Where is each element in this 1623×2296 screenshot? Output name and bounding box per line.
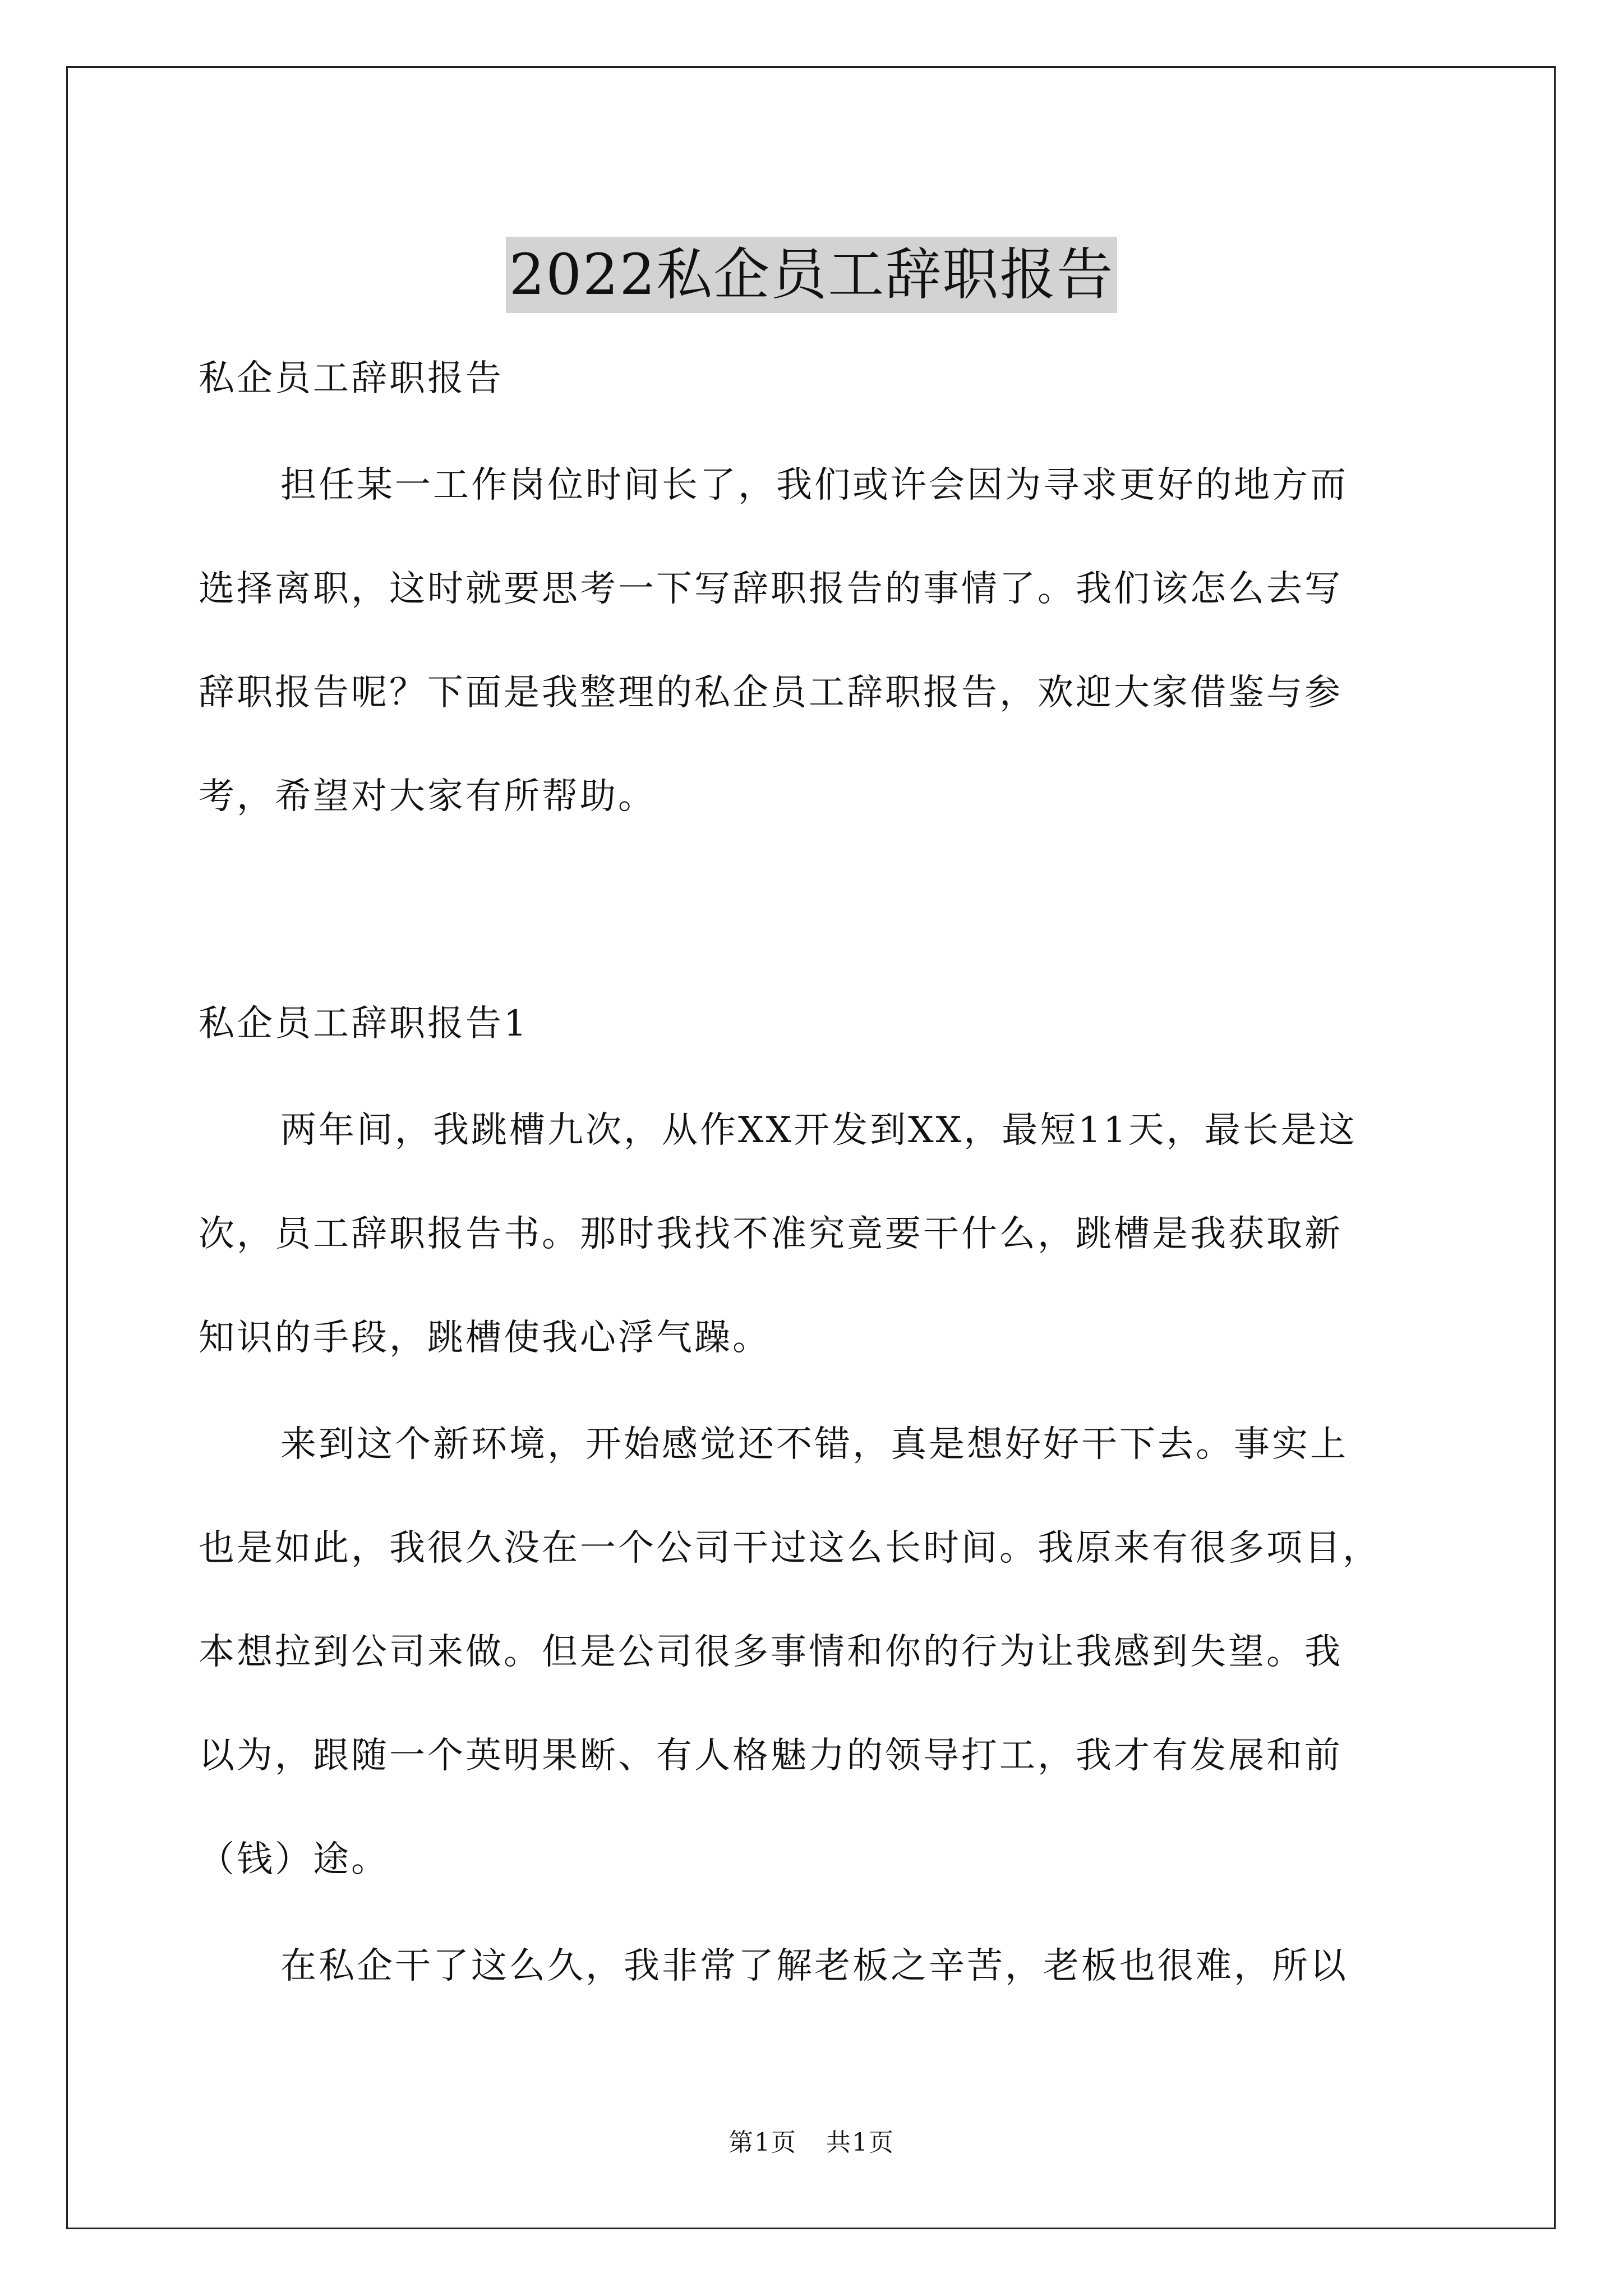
page-number: 第1页 bbox=[728, 2128, 797, 2157]
para1-line-2: 次，员工辞职报告书。那时我找不准究竟要干什么，跳槽是我获取新 bbox=[199, 1213, 1343, 1255]
para1-line-1: 两年间，我跳槽九次，从作XX开发到XX，最短11天，最长是这 bbox=[280, 1110, 1357, 1151]
page-footer bbox=[0, 2126, 1623, 2160]
para3-line-1: 在私企干了这么久，我非常了解老板之辛苦，老板也很难，所以 bbox=[280, 1945, 1348, 1987]
para2-line-5: （钱）途。 bbox=[199, 1839, 389, 1880]
para2-line-3: 本想拉到公司来做。但是公司很多事情和你的行为让我感到失望。我 bbox=[199, 1631, 1343, 1673]
intro-line-1: 担任某一工作岗位时间长了，我们或许会因为寻求更好的地方而 bbox=[280, 464, 1348, 506]
para2-line-4: 以为，跟随一个英明果断、有人格魅力的领导打工，我才有发展和前 bbox=[199, 1735, 1343, 1777]
title-container bbox=[0, 199, 1623, 351]
intro-line-3: 辞职报告呢？下面是我整理的私企员工辞职报告，欢迎大家借鉴与参 bbox=[199, 672, 1343, 714]
document-subtitle: 私企员工辞职报告 bbox=[199, 358, 504, 399]
para1-line-3: 知识的手段，跳槽使我心浮气躁。 bbox=[199, 1317, 771, 1359]
intro-line-2: 选择离职，这时就要思考一下写辞职报告的事情了。我们该怎么去写 bbox=[199, 568, 1343, 610]
para2-line-2: 也是如此，我很久没在一个公司干过这么长时间。我原来有很多项目， bbox=[199, 1527, 1381, 1569]
section-heading: 私企员工辞职报告1 bbox=[199, 1003, 529, 1045]
intro-line-4: 考，希望对大家有所帮助。 bbox=[199, 776, 656, 817]
document-title: 2022私企员工辞职报告 bbox=[506, 237, 1118, 313]
page-total: 共1页 bbox=[826, 2128, 895, 2157]
para2-line-1: 来到这个新环境，开始感觉还不错，真是想好好干下去。事实上 bbox=[280, 1424, 1348, 1465]
